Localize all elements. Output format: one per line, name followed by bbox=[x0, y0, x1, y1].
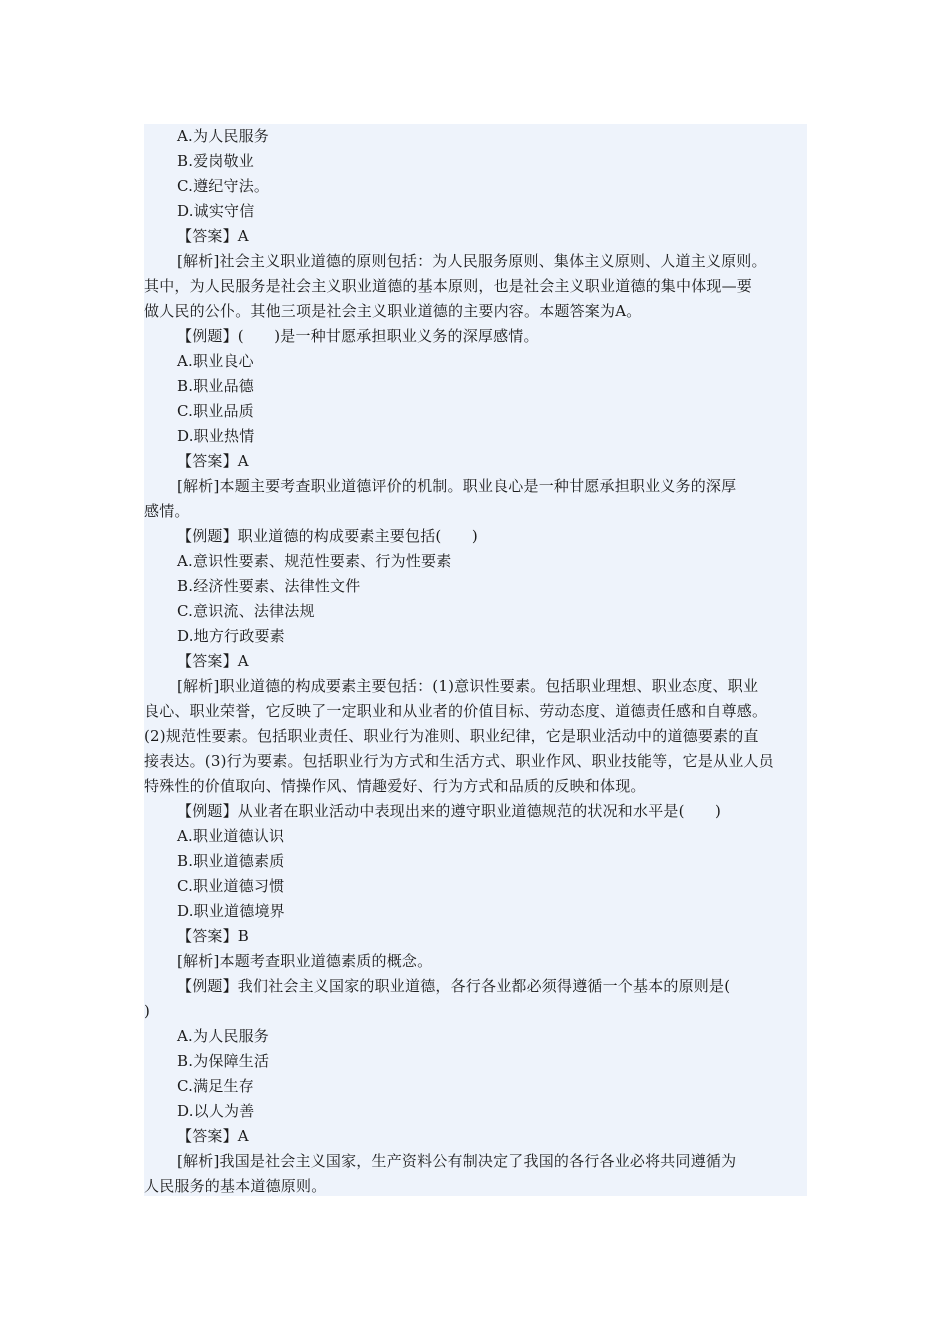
option-text: D.以人为善 bbox=[177, 1102, 255, 1120]
analysis-text: 良心、职业荣誉，它反映了一定职业和从业者的价值目标、劳动态度、道德责任感和自尊感。 bbox=[144, 702, 768, 720]
option-text: B.经济性要素、法律性文件 bbox=[177, 577, 361, 595]
option-text: C.职业品质 bbox=[177, 402, 254, 420]
option-text: B.为保障生活 bbox=[177, 1052, 270, 1070]
analysis-text: 特殊性的价值取向、情操作风、情趣爱好、行为方式和品质的反映和体现。 bbox=[144, 777, 646, 795]
option-text: D.地方行政要素 bbox=[177, 627, 285, 645]
option-text: A.职业良心 bbox=[177, 352, 254, 370]
analysis-text: 感情。 bbox=[144, 502, 190, 520]
answer-text: 【答案】A bbox=[177, 652, 249, 670]
option-text: A.为人民服务 bbox=[177, 1027, 270, 1045]
analysis-text: [解析]本题主要考查职业道德评价的机制。职业良心是一种甘愿承担职业义务的深厚 bbox=[177, 477, 737, 495]
analysis-text: [解析]本题考查职业道德素质的概念。 bbox=[177, 952, 433, 970]
option-text: D.诚实守信 bbox=[177, 202, 255, 220]
option-text: C.满足生存 bbox=[177, 1077, 254, 1095]
analysis-text: 接表达。(3)行为要素。包括职业行为方式和生活方式、职业作风、职业技能等，它是从业人员 bbox=[144, 752, 774, 770]
answer-text: 【答案】A bbox=[177, 227, 249, 245]
analysis-text: 其中，为人民服务是社会主义职业道德的基本原则，也是社会主义职业道德的集中体现—要 bbox=[144, 277, 753, 295]
option-text: B.爱岗敬业 bbox=[177, 152, 254, 170]
option-text: B.职业品德 bbox=[177, 377, 254, 395]
answer-text: 【答案】A bbox=[177, 1127, 249, 1145]
option-text: C.意识流、法律法规 bbox=[177, 602, 315, 620]
option-text: D.职业热情 bbox=[177, 427, 255, 445]
question-text: 【例题】职业道德的构成要素主要包括( ) bbox=[177, 527, 478, 545]
document-content bbox=[144, 124, 807, 1196]
option-text: A.为人民服务 bbox=[177, 127, 270, 145]
analysis-text: 做人民的公仆。其他三项是社会主义职业道德的主要内容。本题答案为A。 bbox=[144, 302, 642, 320]
option-text: C.遵纪守法。 bbox=[177, 177, 270, 195]
analysis-text: [解析]职业道德的构成要素主要包括：(1)意识性要素。包括职业理想、职业态度、职业 bbox=[177, 677, 759, 695]
question-text: ) bbox=[144, 1002, 151, 1020]
question-text: 【例题】从业者在职业活动中表现出来的遵守职业道德规范的状况和水平是( ) bbox=[177, 802, 722, 820]
analysis-text: 人民服务的基本道德原则。 bbox=[144, 1177, 327, 1195]
option-text: B.职业道德素质 bbox=[177, 852, 285, 870]
option-text: D.职业道德境界 bbox=[177, 902, 285, 920]
analysis-text: [解析]社会主义职业道德的原则包括：为人民服务原则、集体主义原则、人道主义原则。 bbox=[177, 252, 767, 270]
answer-text: 【答案】B bbox=[177, 927, 250, 945]
answer-text: 【答案】A bbox=[177, 452, 249, 470]
analysis-text: (2)规范性要素。包括职业责任、职业行为准则、职业纪律，它是职业活动中的道德要素的直 bbox=[144, 727, 759, 745]
option-text: A.职业道德认识 bbox=[177, 827, 285, 845]
option-text: A.意识性要素、规范性要素、行为性要素 bbox=[177, 552, 452, 570]
question-text: 【例题】我们社会主义国家的职业道德，各行各业都必须得遵循一个基本的原则是( bbox=[177, 977, 731, 995]
option-text: C.职业道德习惯 bbox=[177, 877, 285, 895]
question-text: 【例题】( )是一种甘愿承担职业义务的深厚感情。 bbox=[177, 327, 539, 345]
analysis-text: [解析]我国是社会主义国家，生产资料公有制决定了我国的各行各业必将共同遵循为 bbox=[177, 1152, 737, 1170]
